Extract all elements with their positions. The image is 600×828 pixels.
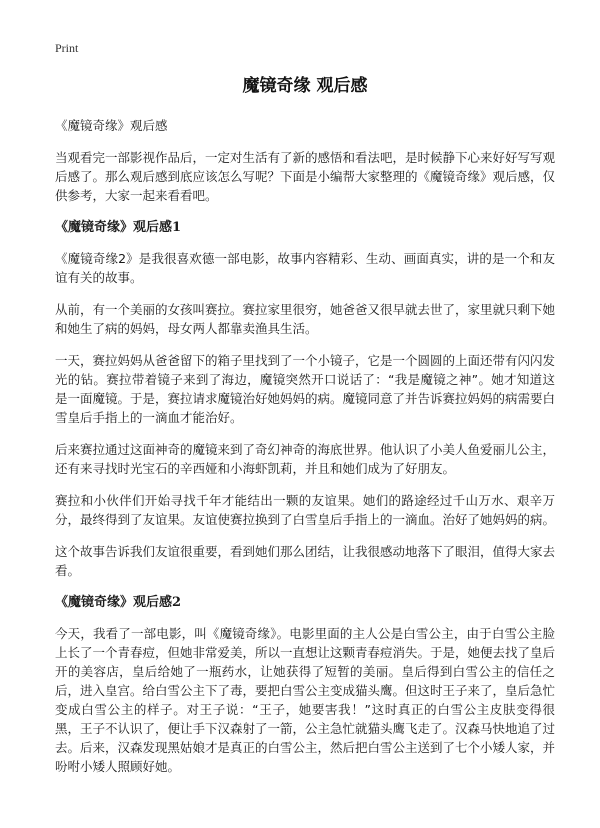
section-paragraph: 这个故事告诉我们友谊很重要，看到她们那么团结，让我很感动地落下了眼泪，值得大家去看。 — [55, 544, 556, 578]
document-subtitle: 《魔镜奇缘》观后感 — [55, 118, 168, 133]
document-title: 魔镜奇缘 观后感 — [242, 76, 368, 96]
print-label: Print — [55, 41, 79, 55]
section-paragraph: 今天，我看了一部电影，叫《魔镜奇缘》。电影里面的主人公是白雪公主，由于白雪公主脸上长了一个青春痘，但她非常爱美，所以一直想让这颗青春痘消失。于是，她便去找了皇后开的美容店，皇后给她了一瓶药水，让她获得了短暂的美丽。皇后得到白雪公主的信任之后，进入皇宫。给白雪公主下了毒，要把白雪公主变成猫头鹰。但这时王子来了，皇后急忙变成白雪公主的样子。对王子说：“王子，她要害我！”这时真正的白雪公主皮肤变得很黑，王子不认识了，便让手下汉森射了一箭，公主急忙就猫头鹰飞走了。汉森马快地追了过去。后来，汉森发现黑姑娘才是真正的白雪公主，然后把白雪公主送到了七个小矮人家，并吩咐小矮人照顾好她。 — [55, 626, 556, 774]
section-paragraph: 从前，有一个美丽的女孩叫赛拉。赛拉家里很穷，她爸爸又很早就去世了，家里就只剩下她和她生了病的妈妈，母女两人都靠卖渔具生活。 — [55, 302, 556, 336]
section-paragraph: 《魔镜奇缘2》是我很喜欢德一部电影，故事内容精彩、生动、画面真实，讲的是一个和友谊有关的故事。 — [55, 251, 555, 285]
section-paragraph: 一天，赛拉妈妈从爸爸留下的箱子里找到了一个小镜子，它是一个圆圆的上面还带有闪闪发光的钻。赛拉带着镜子来到了海边，魔镜突然开口说话了：“我是魔镜之神”。她才知道这是一面魔镜。于是，赛拉请求魔镜治好她妈妈的病。魔镜同意了并告诉赛拉妈妈的病需要白雪皇后手指上的一滴血才能治好。 — [55, 353, 556, 425]
intro-paragraph: 当观看完一部影视作品后，一定对生活有了新的感悟和看法吧，是时候静下心来好好写写观后感了。那么观后感到底应该怎么写呢？下面是小编帮大家整理的《魔镜奇缘》观后感，仅供参考，大家一起来看看吧。 — [55, 150, 556, 203]
section-heading: 《魔镜奇缘》观后感2 — [55, 595, 182, 610]
section-1 — [55, 218, 555, 580]
section-heading: 《魔镜奇缘》观后感1 — [55, 220, 182, 235]
section-2 — [55, 593, 555, 776]
section-paragraph: 后来赛拉通过这面神奇的魔镜来到了奇幻神奇的海底世界。他认识了小美人鱼爱丽儿公主，还有来寻找时光宝石的辛西娅和小海虾凯莉，并且和她们成为了好朋友。 — [55, 442, 556, 476]
document-page — [55, 40, 555, 789]
section-paragraph: 赛拉和小伙伴们开始寻找千年才能结出一颗的友谊果。她们的路途经过千山万水、艰辛万分，最终得到了友谊果。友谊使赛拉换到了白雪皇后手指上的一滴血。治好了她妈妈的病。 — [55, 493, 556, 527]
